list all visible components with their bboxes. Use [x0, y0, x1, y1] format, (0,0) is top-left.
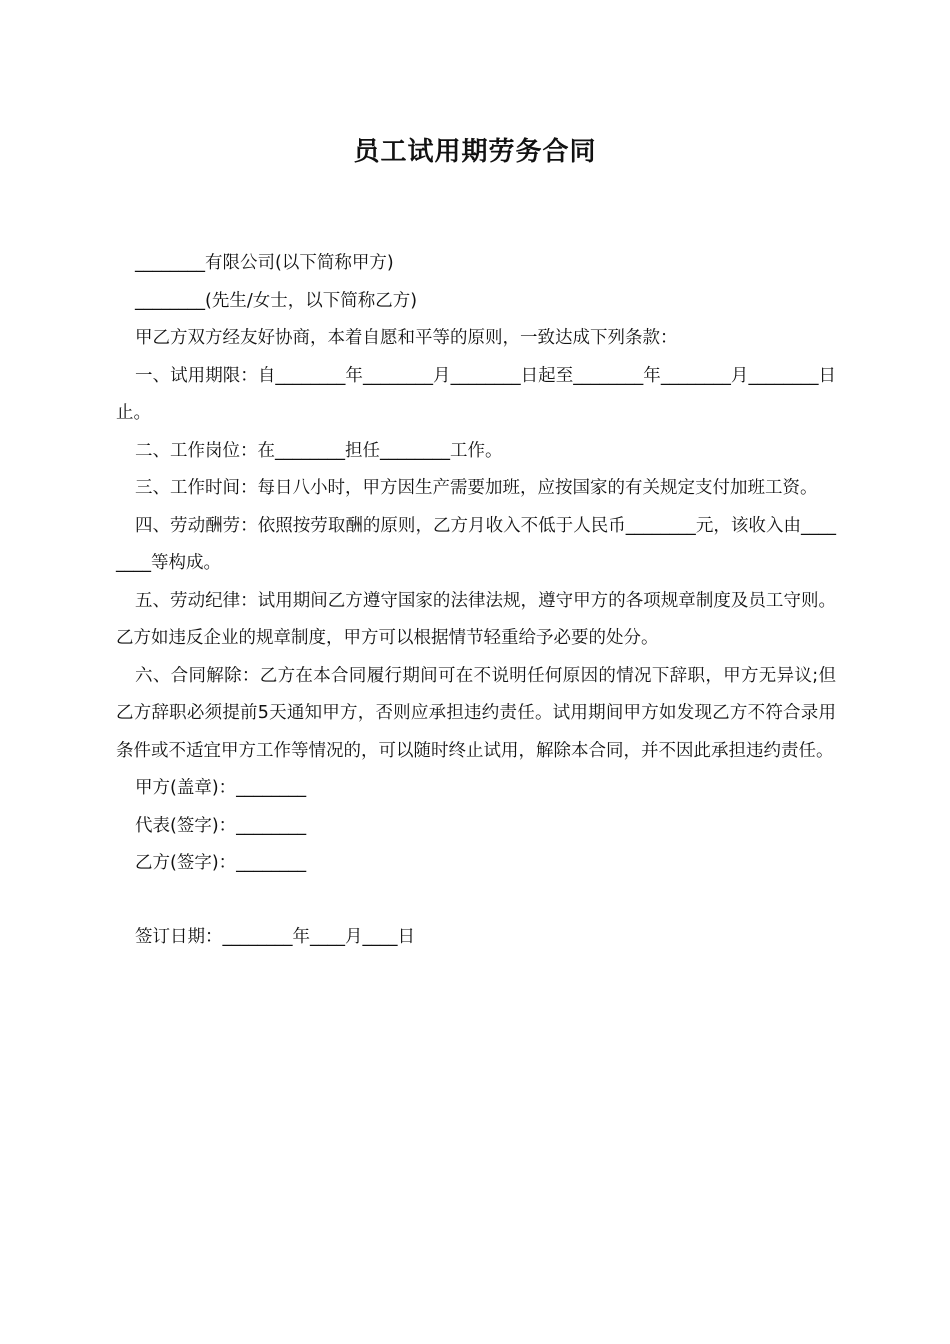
- clause-discipline: 五、劳动纪律：试用期间乙方遵守国家的法律法规，遵守甲方的各项规章制度及员工守则。乙方如违反企业的规章制度，甲方可以根据情节轻重给予必要的处分。: [116, 590, 836, 648]
- preamble: 甲乙方双方经友好协商，本着自愿和平等的原则，一致达成下列条款：: [135, 328, 678, 348]
- document-title: 员工试用期劳务合同: [353, 137, 597, 167]
- clause-termination: 六、合同解除：乙方在本合同履行期间可在不说明任何原因的情况下辞职，甲方无异议;但乙方辞职必须提前5天通知甲方，否则应承担违约责任。试用期间甲方如发现乙方不符合录用条件或不适宜甲方工作等情况的，可以随时终止试用，解除本合同，并不因此承担违约责任。: [116, 665, 836, 761]
- party-b-line: ________(先生/女士，以下简称乙方): [135, 290, 418, 311]
- representative-sign-line: 代表(签字)：________: [135, 815, 307, 836]
- sign-date-line: 签订日期：________年____月____日: [135, 926, 415, 947]
- clause-trial-period: 一、试用期限：自________年________月________日起至________年________月________日止。: [116, 365, 836, 423]
- clause-working-hours: 三、工作时间：每日八小时，甲方因生产需要加班，应按国家的有关规定支付加班工资。: [135, 478, 818, 498]
- party-a-line: ________有限公司(以下简称甲方): [135, 253, 394, 273]
- signature-block: [116, 770, 836, 956]
- clause-remuneration: 四、劳动酬劳：依照按劳取酬的原则，乙方月收入不低于人民币________元，该收入由________等构成。: [116, 515, 836, 573]
- party-b-sign-line: 乙方(签字)：________: [135, 853, 307, 873]
- clause-position: 二、工作岗位：在________担任________工作。: [135, 440, 503, 461]
- party-a-seal-line: 甲方(盖章)：________: [135, 778, 307, 798]
- contract-body: [116, 245, 836, 956]
